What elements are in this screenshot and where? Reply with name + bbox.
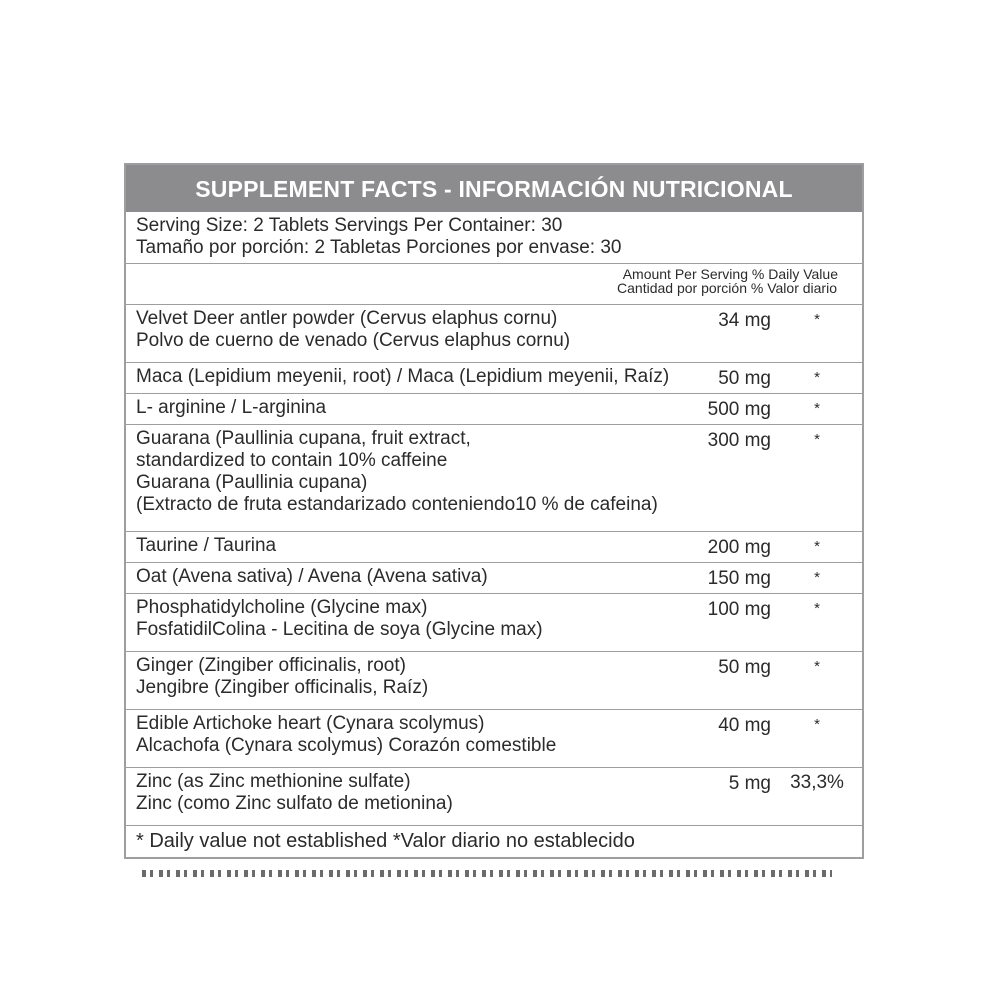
ingredient-name-line: Guarana (Paullinia cupana, fruit extract, (136, 428, 471, 449)
ingredient-name (136, 566, 736, 588)
serving-info (126, 212, 862, 264)
ingredient-name-line: L- arginine / L-arginina (136, 397, 327, 418)
ingredient-row (126, 363, 862, 394)
daily-value: * (814, 658, 820, 675)
footnote: * Daily value not established *Valor diario no establecido (136, 830, 635, 852)
serving-line-en: Serving Size: 2 Tablets Servings Per Container: 30 (136, 215, 563, 236)
ingredient-list (126, 305, 862, 826)
ingredient-name (136, 366, 736, 388)
amount-per-serving: 34 mg (718, 310, 771, 331)
ingredient-row (126, 532, 862, 563)
ingredient-name-line: Velvet Deer antler powder (Cervus elaphus cornu) (136, 308, 558, 329)
daily-value: * (814, 431, 820, 448)
column-header-en: Amount Per Serving % Daily Value (622, 266, 838, 282)
supplement-facts-panel (124, 163, 864, 859)
ingredient-name (136, 428, 736, 516)
amount-per-serving: 50 mg (718, 368, 771, 389)
ingredient-name-line: Zinc (as Zinc methionine sulfate) (136, 771, 411, 792)
ingredient-name-line: Polvo de cuerno de venado (Cervus elaphus cornu) (136, 330, 571, 351)
ingredient-name-line: Phosphatidylcholine (Glycine max) (136, 597, 428, 618)
serving-line-es: Tamaño por porción: 2 Tabletas Porciones por envase: 30 (136, 237, 622, 258)
ingredient-name-line: Taurine / Taurina (136, 535, 277, 556)
ingredient-row (126, 305, 862, 363)
amount-per-serving: 500 mg (707, 399, 771, 420)
ingredient-name-line: Oat (Avena sativa) / Avena (Avena sativa) (136, 566, 488, 587)
column-headers (126, 264, 862, 305)
cut-off-text-line (142, 870, 832, 877)
ingredient-name (136, 397, 736, 419)
daily-value: * (814, 311, 820, 328)
ingredient-name-line: standardized to contain 10% caffeine (136, 450, 448, 471)
ingredient-row (126, 425, 862, 532)
amount-per-serving: 300 mg (707, 430, 771, 451)
ingredient-name (136, 535, 736, 557)
ingredient-name-line: Alcachofa (Cynara scolymus) Corazón comestible (136, 735, 557, 756)
ingredient-row (126, 710, 862, 768)
amount-per-serving: 40 mg (718, 715, 771, 736)
column-header-es: Cantidad por porción % Valor diario (617, 280, 837, 296)
amount-per-serving: 5 mg (728, 773, 771, 794)
ingredient-name (136, 655, 736, 699)
ingredient-name-line: Guarana (Paullinia cupana) (136, 472, 368, 493)
ingredient-name (136, 771, 736, 815)
daily-value: 33,3% (790, 772, 844, 793)
daily-value: * (814, 400, 820, 417)
daily-value: * (814, 600, 820, 617)
ingredient-name-line: FosfatidilColina - Lecitina de soya (Glycine max) (136, 619, 543, 640)
ingredient-name (136, 308, 736, 352)
panel-title: SUPPLEMENT FACTS - INFORMACIÓN NUTRICIONAL (126, 165, 862, 212)
ingredient-name-line: Maca (Lepidium meyenii, root) / Maca (Lepidium meyenii, Raíz) (136, 366, 670, 387)
ingredient-row (126, 652, 862, 710)
ingredient-name-line: Jengibre (Zingiber officinalis, Raíz) (136, 677, 429, 698)
ingredient-row (126, 768, 862, 826)
ingredient-name-line: (Extracto de fruta estandarizado conteniendo10 % de cafeina) (136, 494, 658, 515)
amount-per-serving: 150 mg (707, 568, 771, 589)
ingredient-row (126, 594, 862, 652)
daily-value: * (814, 716, 820, 733)
ingredient-row (126, 394, 862, 425)
ingredient-name (136, 597, 736, 641)
ingredient-name-line: Zinc (como Zinc sulfato de metionina) (136, 793, 453, 814)
amount-per-serving: 200 mg (707, 537, 771, 558)
daily-value: * (814, 369, 820, 386)
amount-per-serving: 100 mg (707, 599, 771, 620)
amount-per-serving: 50 mg (718, 657, 771, 678)
daily-value: * (814, 538, 820, 555)
ingredient-name-line: Edible Artichoke heart (Cynara scolymus) (136, 713, 485, 734)
ingredient-row (126, 563, 862, 594)
ingredient-name-line: Ginger (Zingiber officinalis, root) (136, 655, 406, 676)
daily-value: * (814, 569, 820, 586)
ingredient-name (136, 713, 736, 757)
